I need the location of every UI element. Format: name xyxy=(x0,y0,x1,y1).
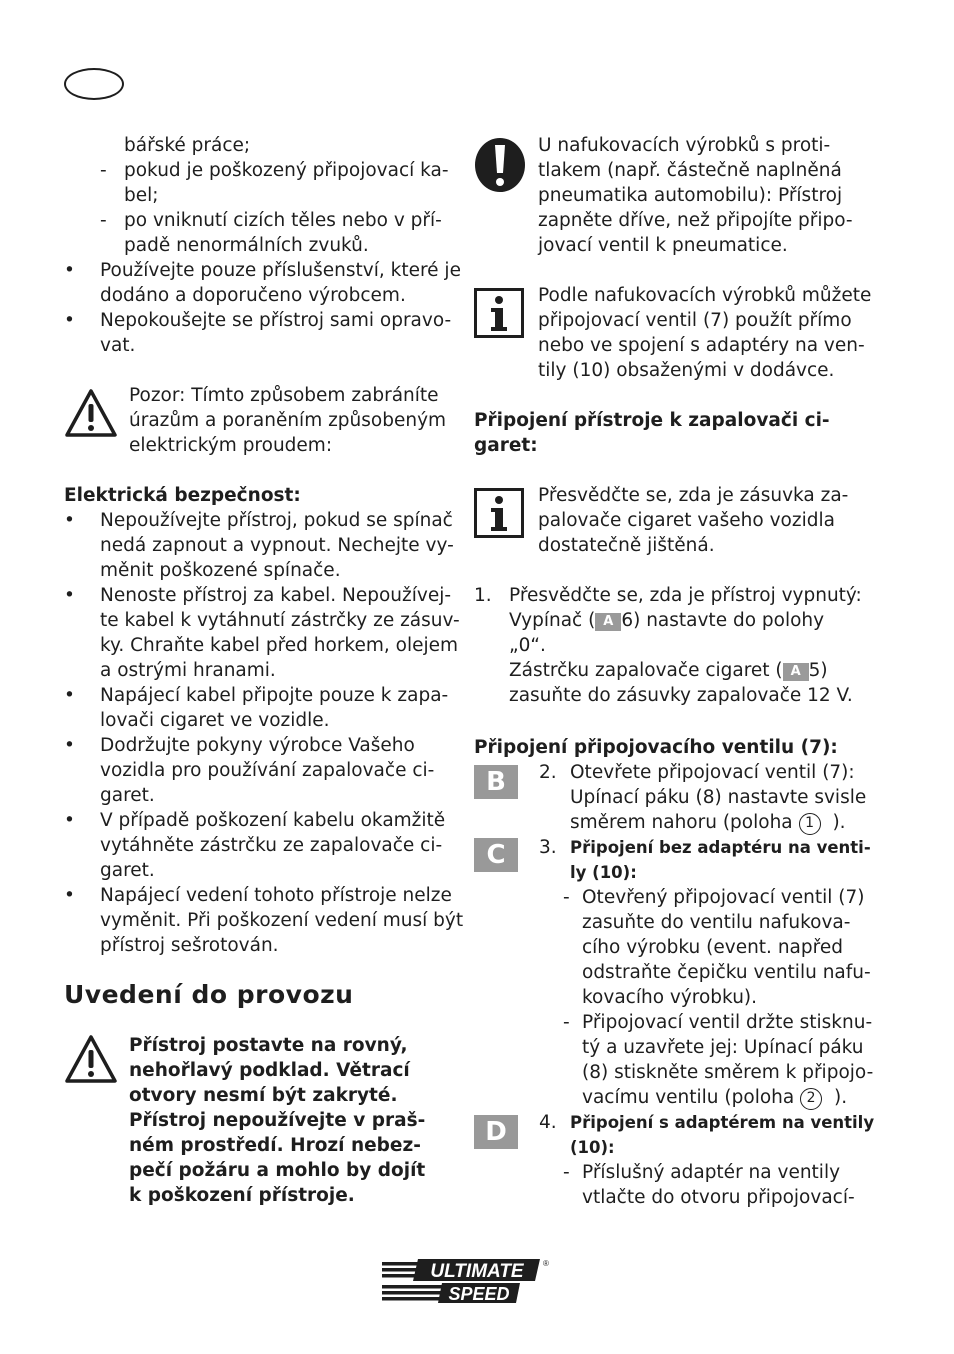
list-item: Příslušný adaptér na ventily xyxy=(582,1162,841,1183)
info-icon xyxy=(474,488,524,538)
list-item: V případě poškození kabelu okamžitě xyxy=(100,810,446,831)
bullet-marker: • xyxy=(64,310,75,331)
figure-badge-d: D xyxy=(474,1115,518,1149)
step-text: Vypínač ( xyxy=(509,610,596,631)
step-title: ly (10): xyxy=(570,863,637,882)
list-item: přístroj sešrotován. xyxy=(100,935,279,956)
step-title: Připojení s adaptérem na ventily xyxy=(570,1113,875,1132)
list-item: Používejte pouze příslušenství, které je xyxy=(100,260,461,281)
list-item: vacímu ventilu (poloha xyxy=(582,1087,795,1108)
warning-triangle-icon xyxy=(64,387,118,439)
list-item: dodáno a doporučeno výrobcem. xyxy=(100,285,406,306)
warning-text: elektrickým proudem: xyxy=(129,435,333,456)
warning-text: nehořlavý podklad. Větrací xyxy=(129,1060,410,1081)
step-text: „0“. xyxy=(509,635,546,656)
step-text: 6) nastavte do polohy xyxy=(621,610,825,631)
list-item-line xyxy=(582,1085,847,1110)
list-item: ). xyxy=(834,1087,848,1108)
list-item: zasuňte do ventilu nafukova- xyxy=(582,912,851,933)
section-heading: Elektrická bezpečnost: xyxy=(64,485,301,506)
note-text: U nafukovacích výrobků s proti- xyxy=(538,135,831,156)
list-item: a ostrými hranami. xyxy=(100,660,276,681)
list-item: Nenoste přístroj za kabel. Nepoužívej- xyxy=(100,585,452,606)
language-indicator xyxy=(64,68,124,100)
dash-marker: - xyxy=(100,210,107,231)
list-item: ky. Chraňte kabel před horkem, olejem xyxy=(100,635,459,656)
section-heading: Připojení přístroje k zapalovači ci- xyxy=(474,410,830,431)
list-item: lovači cigaret ve vozidle. xyxy=(100,710,330,731)
dash-marker: - xyxy=(563,1012,570,1033)
info-text: Přesvědčte se, zda je zásuvka za- xyxy=(538,485,849,506)
figure-badge-b: B xyxy=(474,765,518,799)
list-item: Připojovací ventil držte stisknu- xyxy=(582,1012,873,1033)
warning-text: Přístroj postavte na rovný, xyxy=(129,1035,408,1056)
note-text: pneumatika automobilu): Přístroj xyxy=(538,185,843,206)
list-item: garet. xyxy=(100,860,155,881)
position-1-icon: 1 xyxy=(799,813,821,835)
list-item: odstraňte čepičku ventilu nafu- xyxy=(582,962,871,983)
list-item: měnit poškozené spínače. xyxy=(100,560,341,581)
warning-text: pečí požáru a mohlo by dojít xyxy=(129,1160,426,1181)
info-text: nebo ve spojení s adaptéry na ven- xyxy=(538,335,865,356)
warning-text: k poškození přístroje. xyxy=(129,1185,355,1206)
warning-text: Pozor: Tímto způsobem zabráníte xyxy=(129,385,439,406)
dash-marker: - xyxy=(563,1162,570,1183)
note-text: jovací ventil k pneumatice. xyxy=(538,235,788,256)
list-item: vozidla pro používání zapalovače ci- xyxy=(100,760,435,781)
list-item: nedá zapnout a vypnout. Nechejte vy- xyxy=(100,535,454,556)
bullet-marker: • xyxy=(64,885,75,906)
step-text: 5) xyxy=(808,660,828,681)
list-item: te kabel k vytáhnutí zástrčky ze zásuv- xyxy=(100,610,460,631)
list-item: Napájecí kabel připojte pouze k zapa- xyxy=(100,685,449,706)
info-icon xyxy=(474,288,524,338)
step-text: směrem nahoru (poloha xyxy=(570,812,793,833)
info-text: tily (10) obsaženými v dodávce. xyxy=(538,360,835,381)
list-item: kovacího výrobku). xyxy=(582,987,758,1008)
warning-triangle-icon xyxy=(64,1033,118,1085)
list-item: garet. xyxy=(100,785,155,806)
step-number: 4. xyxy=(539,1112,557,1133)
list-item: tý a uzavřete jej: Upínací páku xyxy=(582,1037,864,1058)
step-text: zasuňte do zásuvky zapalovače 12 V. xyxy=(509,685,853,706)
warning-text: Přístroj nepoužívejte v praš- xyxy=(129,1110,426,1131)
bullet-marker: • xyxy=(64,260,75,281)
logo-text-ultimate: ULTIMATE xyxy=(430,1261,524,1282)
logo-text-speed: SPEED xyxy=(448,1284,510,1304)
list-item: Dodržujte pokyny výrobce Vašeho xyxy=(100,735,415,756)
note-text: zapněte dříve, než připojíte připo- xyxy=(538,210,853,231)
list-item: vytáhněte zástrčku ze zapalovače ci- xyxy=(100,835,443,856)
section-heading: garet: xyxy=(474,435,538,456)
step-text: Upínací páku (8) nastavte svisle xyxy=(570,787,867,808)
list-item: vat. xyxy=(100,335,136,356)
step-text: ). xyxy=(832,812,846,833)
page-section-title: Uvedení do provozu xyxy=(64,980,354,1009)
list-item: padě nenormálních zvuků. xyxy=(124,235,369,256)
position-2-icon: 2 xyxy=(800,1088,822,1110)
info-text: připojovací ventil (7) použít přímo xyxy=(538,310,852,331)
figure-ref-badge: A xyxy=(783,663,809,681)
bullet-marker: • xyxy=(64,810,75,831)
list-item: Nepokoušejte se přístroj sami opravo- xyxy=(100,310,452,331)
warning-text: otvory nesmí být zakryté. xyxy=(129,1085,398,1106)
list-item: Otevřený připojovací ventil (7) xyxy=(582,887,865,908)
bullet-marker: • xyxy=(64,735,75,756)
list-item: vtlačte do otvoru připojovací- xyxy=(582,1187,855,1208)
step-text-line xyxy=(509,608,824,633)
info-text: dostatečně jištěná. xyxy=(538,535,715,556)
dash-marker: - xyxy=(100,160,107,181)
warning-text: úrazům a poraněním způsobeným xyxy=(129,410,447,431)
list-item: po vniknutí cizích těles nebo v pří- xyxy=(124,210,442,231)
list-item: Napájecí vedení tohoto přístroje nelze xyxy=(100,885,452,906)
list-item: pokud je poškozený připojovací ka- xyxy=(124,160,449,181)
continued-text: bářské práce; xyxy=(124,135,251,156)
section-heading: Připojení připojovacího ventilu (7): xyxy=(474,737,838,758)
step-text: Otevřete připojovací ventil (7): xyxy=(570,762,855,783)
step-number: 2. xyxy=(539,762,557,783)
dash-marker: - xyxy=(563,887,570,908)
step-text-line xyxy=(509,658,828,683)
step-title: (10): xyxy=(570,1138,615,1157)
info-text: Podle nafukovacích výrobků můžete xyxy=(538,285,872,306)
bullet-marker: • xyxy=(64,510,75,531)
note-text: tlakem (např. částečně naplněná xyxy=(538,160,842,181)
step-text: Zástrčku zapalovače cigaret ( xyxy=(509,660,783,681)
step-number: 1. xyxy=(474,585,492,606)
step-number: 3. xyxy=(539,837,557,858)
info-text: palovače cigaret vašeho vozidla xyxy=(538,510,835,531)
step-title: Připojení bez adaptéru na venti- xyxy=(570,838,871,857)
list-item: bel; xyxy=(124,185,159,206)
list-item: Nepoužívejte přístroj, pokud se spínač xyxy=(100,510,453,531)
ultimate-speed-logo xyxy=(380,1255,550,1307)
list-item: (8) stiskněte směrem k připojo- xyxy=(582,1062,874,1083)
list-item: vyměnit. Při poškození vedení musí být xyxy=(100,910,464,931)
step-text-line xyxy=(570,810,846,835)
figure-ref-badge: A xyxy=(595,613,621,631)
exclamation-circle-icon xyxy=(474,137,526,193)
step-text: Přesvědčte se, zda je přístroj vypnutý: xyxy=(509,585,862,606)
bullet-marker: • xyxy=(64,685,75,706)
bullet-marker: • xyxy=(64,585,75,606)
list-item: cího výrobku (event. napřed xyxy=(582,937,843,958)
registered-mark: ® xyxy=(543,1259,549,1268)
warning-text: ném prostředí. Hrozí nebez- xyxy=(129,1135,421,1156)
figure-badge-c: C xyxy=(474,838,518,872)
